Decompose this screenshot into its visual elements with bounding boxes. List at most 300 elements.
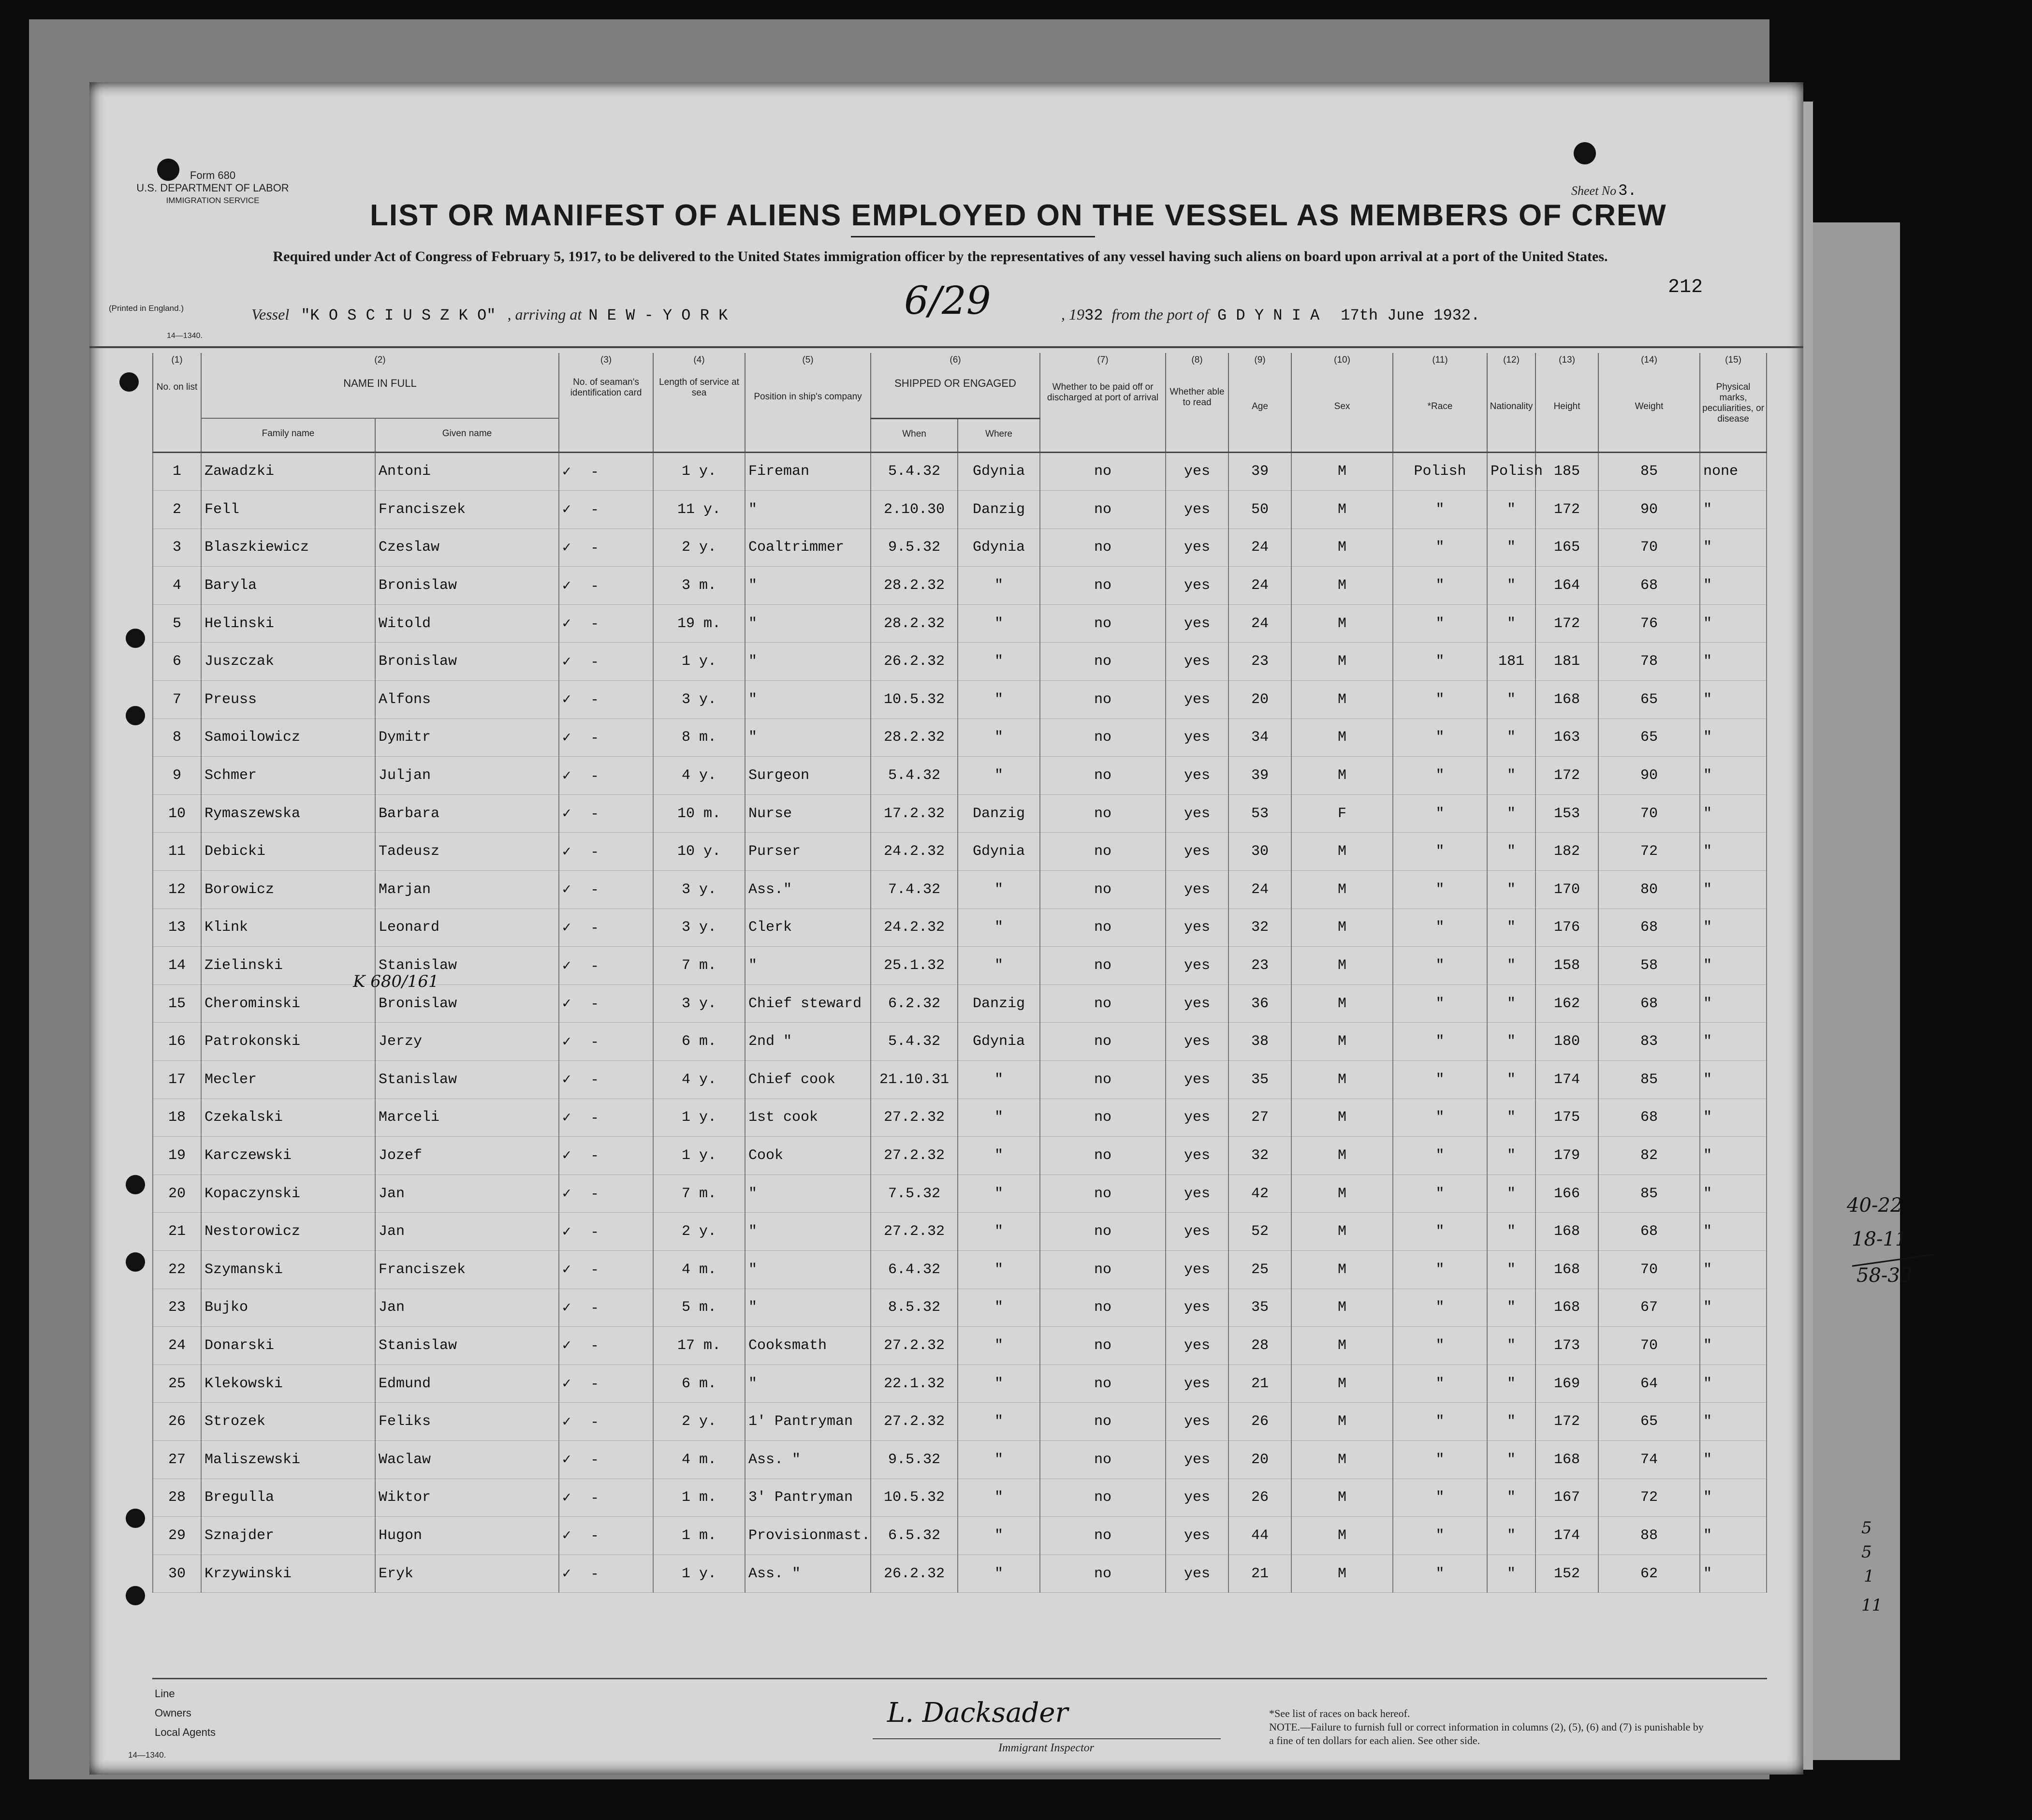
race-cell: "	[1393, 1137, 1487, 1175]
col-num-5: (5)	[745, 353, 871, 372]
service-length-cell: 10 m.	[653, 794, 745, 833]
check-mark-icon: ✓	[562, 1528, 571, 1545]
nationality-cell: "	[1487, 833, 1535, 871]
physical-marks-cell: "	[1700, 1440, 1767, 1479]
weight-cell: 82	[1598, 1137, 1700, 1175]
id-card-cell	[559, 719, 653, 757]
service-length-cell: 1 y.	[653, 1555, 745, 1593]
id-card-value: -	[590, 1072, 599, 1089]
position-cell: "	[745, 604, 871, 643]
vessel-label: Vessel	[251, 306, 290, 323]
list-number-cell: 14	[153, 947, 201, 985]
col-num-7: (7)	[1040, 353, 1166, 372]
id-card-value: -	[590, 730, 599, 747]
check-mark-icon: ✓	[562, 768, 571, 785]
manifest-row	[153, 1137, 1767, 1175]
form-id-block	[133, 169, 292, 207]
id-card-cell	[559, 1365, 653, 1403]
shipped-when-cell: 10.5.32	[871, 1479, 958, 1517]
height-cell: 174	[1535, 1061, 1598, 1099]
manifest-row	[153, 757, 1767, 795]
column-header-row	[153, 372, 1767, 418]
nationality-cell: "	[1487, 491, 1535, 529]
age-cell: 21	[1228, 1365, 1291, 1403]
id-card-cell	[559, 1517, 653, 1555]
nationality-cell: "	[1487, 719, 1535, 757]
list-number-cell: 13	[153, 909, 201, 947]
age-cell: 26	[1228, 1479, 1291, 1517]
header-age: Age	[1228, 372, 1291, 452]
physical-marks-cell: "	[1700, 1061, 1767, 1099]
list-number-cell: 25	[153, 1365, 201, 1403]
manifest-row	[153, 1250, 1767, 1289]
margin-note: 11	[1861, 1596, 1883, 1615]
paid-off-cell: no	[1040, 1440, 1166, 1479]
physical-marks-cell: "	[1700, 491, 1767, 529]
position-cell: "	[745, 491, 871, 529]
id-card-cell	[559, 1137, 653, 1175]
header-race: *Race	[1393, 372, 1487, 452]
family-name-cell: Krzywinski	[201, 1555, 375, 1593]
physical-marks-cell: "	[1700, 794, 1767, 833]
sex-cell: M	[1291, 1174, 1393, 1213]
sex-cell: M	[1291, 984, 1393, 1023]
punch-hole	[126, 1586, 145, 1605]
position-cell: 1st cook	[745, 1099, 871, 1137]
paid-off-cell: no	[1040, 1403, 1166, 1441]
able-to-read-cell: yes	[1166, 1289, 1228, 1327]
check-mark-icon: ✓	[562, 1490, 571, 1507]
paid-off-cell: no	[1040, 1289, 1166, 1327]
age-cell: 28	[1228, 1327, 1291, 1365]
sex-cell: M	[1291, 757, 1393, 795]
shipped-where-cell: "	[958, 604, 1040, 643]
service-length-cell: 4 m.	[653, 1440, 745, 1479]
id-card-cell	[559, 528, 653, 567]
physical-marks-cell: "	[1700, 833, 1767, 871]
race-cell: "	[1393, 643, 1487, 681]
footer-form-code: 14—1340.	[128, 1750, 166, 1760]
manifest-row	[153, 1327, 1767, 1365]
sex-cell: M	[1291, 604, 1393, 643]
age-cell: 20	[1228, 681, 1291, 719]
race-cell: "	[1393, 1061, 1487, 1099]
col-num-13: (13)	[1535, 353, 1598, 372]
race-cell: "	[1393, 604, 1487, 643]
weight-cell: 68	[1598, 1213, 1700, 1251]
height-cell: 158	[1535, 947, 1598, 985]
id-card-cell	[559, 1479, 653, 1517]
height-cell: 179	[1535, 1137, 1598, 1175]
sex-cell: M	[1291, 567, 1393, 605]
height-cell: 168	[1535, 1440, 1598, 1479]
header-rule	[89, 346, 1803, 348]
list-number-cell: 20	[153, 1174, 201, 1213]
vessel-line	[251, 306, 728, 324]
paid-off-cell: no	[1040, 567, 1166, 605]
list-number-cell: 19	[153, 1137, 201, 1175]
physical-marks-cell: "	[1700, 1289, 1767, 1327]
id-card-value: -	[590, 920, 599, 937]
able-to-read-cell: yes	[1166, 681, 1228, 719]
height-cell: 168	[1535, 1213, 1598, 1251]
shipped-where-cell: "	[958, 1365, 1040, 1403]
given-name-cell: Jan	[375, 1174, 559, 1213]
list-number-cell: 27	[153, 1440, 201, 1479]
paid-off-cell: no	[1040, 757, 1166, 795]
age-cell: 39	[1228, 452, 1291, 491]
check-mark-icon: ✓	[562, 958, 571, 975]
given-name-cell: Jerzy	[375, 1023, 559, 1061]
height-cell: 162	[1535, 984, 1598, 1023]
family-name-cell: Nestorowicz	[201, 1213, 375, 1251]
shipped-where-cell: "	[958, 1555, 1040, 1593]
weight-cell: 76	[1598, 604, 1700, 643]
header-sex: Sex	[1291, 372, 1393, 452]
nationality-cell: "	[1487, 1174, 1535, 1213]
shipped-where-cell: "	[958, 1517, 1040, 1555]
weight-cell: 70	[1598, 528, 1700, 567]
position-cell: "	[745, 681, 871, 719]
service-length-cell: 3 y.	[653, 681, 745, 719]
able-to-read-cell: yes	[1166, 1327, 1228, 1365]
col-num-11: (11)	[1393, 353, 1487, 372]
nationality-cell: "	[1487, 1440, 1535, 1479]
nationality-cell: "	[1487, 528, 1535, 567]
weight-cell: 70	[1598, 1250, 1700, 1289]
paid-off-cell: no	[1040, 871, 1166, 909]
height-cell: 173	[1535, 1327, 1598, 1365]
race-cell: Polish	[1393, 452, 1487, 491]
manifest-row	[153, 1365, 1767, 1403]
service-length-cell: 6 m.	[653, 1365, 745, 1403]
header-position: Position in ship's company	[745, 372, 871, 452]
id-card-value: -	[590, 1148, 599, 1165]
sex-cell: M	[1291, 1289, 1393, 1327]
service-length-cell: 10 y.	[653, 833, 745, 871]
weight-cell: 68	[1598, 567, 1700, 605]
check-mark-icon: ✓	[562, 540, 571, 557]
id-card-value: -	[590, 882, 599, 899]
age-cell: 24	[1228, 871, 1291, 909]
able-to-read-cell: yes	[1166, 1174, 1228, 1213]
margin-note: 40-22	[1847, 1194, 1903, 1217]
position-cell: Fireman	[745, 452, 871, 491]
height-cell: 168	[1535, 681, 1598, 719]
race-cell: "	[1393, 491, 1487, 529]
id-card-cell	[559, 1440, 653, 1479]
list-number-cell: 11	[153, 833, 201, 871]
list-number-cell: 6	[153, 643, 201, 681]
year-prefix: , 19	[1061, 306, 1084, 323]
arrival-port: N E W - Y O R K	[588, 307, 728, 324]
weight-cell: 68	[1598, 1099, 1700, 1137]
col-num-2: (2)	[201, 353, 559, 372]
check-mark-icon: ✓	[562, 692, 571, 709]
paid-off-cell: no	[1040, 1365, 1166, 1403]
weight-cell: 62	[1598, 1555, 1700, 1593]
column-number-row	[153, 353, 1767, 372]
physical-marks-cell: "	[1700, 1327, 1767, 1365]
id-card-value: -	[590, 1262, 599, 1279]
age-cell: 24	[1228, 528, 1291, 567]
sex-cell: M	[1291, 1137, 1393, 1175]
position-cell: 3' Pantryman	[745, 1479, 871, 1517]
shipped-when-cell: 6.2.32	[871, 984, 958, 1023]
nationality-cell: "	[1487, 947, 1535, 985]
race-cell: "	[1393, 909, 1487, 947]
margin-note: 58-33	[1857, 1264, 1913, 1287]
nationality-cell: "	[1487, 1289, 1535, 1327]
arriving-label: , arriving at	[507, 306, 582, 323]
id-card-value: -	[590, 768, 599, 785]
race-cell: "	[1393, 681, 1487, 719]
id-card-value: -	[590, 464, 599, 481]
given-name-cell: Stanislaw	[375, 947, 559, 985]
race-cell: "	[1393, 871, 1487, 909]
manifest-row	[153, 871, 1767, 909]
page-number: 212	[1668, 277, 1703, 298]
able-to-read-cell: yes	[1166, 452, 1228, 491]
given-name-cell: Bronislaw	[375, 984, 559, 1023]
paid-off-cell: no	[1040, 1213, 1166, 1251]
position-cell: Chief steward	[745, 984, 871, 1023]
id-card-cell	[559, 757, 653, 795]
margin-note: 5	[1861, 1542, 1872, 1562]
position-cell: "	[745, 1174, 871, 1213]
height-cell: 180	[1535, 1023, 1598, 1061]
shipped-when-cell: 2.10.30	[871, 491, 958, 529]
family-name-cell: Rymaszewska	[201, 794, 375, 833]
shipped-when-cell: 25.1.32	[871, 947, 958, 985]
list-number-cell: 24	[153, 1327, 201, 1365]
paid-off-cell: no	[1040, 947, 1166, 985]
physical-marks-cell: "	[1700, 567, 1767, 605]
able-to-read-cell: yes	[1166, 1137, 1228, 1175]
nationality-cell: Polish	[1487, 452, 1535, 491]
header-id-card: No. of seaman's identification card	[559, 372, 653, 452]
list-number-cell: 4	[153, 567, 201, 605]
height-cell: 164	[1535, 567, 1598, 605]
position-cell: "	[745, 719, 871, 757]
height-cell: 172	[1535, 491, 1598, 529]
manifest-row	[153, 604, 1767, 643]
list-number-cell: 23	[153, 1289, 201, 1327]
family-name-cell: Czekalski	[201, 1099, 375, 1137]
race-cell: "	[1393, 1517, 1487, 1555]
sex-cell: M	[1291, 1440, 1393, 1479]
physical-marks-cell: "	[1700, 1517, 1767, 1555]
col-num-1: (1)	[153, 353, 201, 372]
paid-off-cell: no	[1040, 1517, 1166, 1555]
id-card-value: -	[590, 958, 599, 975]
weight-cell: 67	[1598, 1289, 1700, 1327]
weight-cell: 80	[1598, 871, 1700, 909]
id-card-cell	[559, 567, 653, 605]
sex-cell: M	[1291, 871, 1393, 909]
given-name-cell: Tadeusz	[375, 833, 559, 871]
signature-rule	[873, 1738, 1221, 1739]
id-card-value: -	[590, 654, 599, 671]
check-mark-icon: ✓	[562, 1224, 571, 1241]
shipped-where-cell: "	[958, 719, 1040, 757]
nationality-cell: "	[1487, 757, 1535, 795]
weight-cell: 85	[1598, 452, 1700, 491]
from-label: from the port of	[1111, 306, 1209, 323]
shipped-when-cell: 27.2.32	[871, 1099, 958, 1137]
family-name-cell: Patrokonski	[201, 1023, 375, 1061]
age-cell: 21	[1228, 1555, 1291, 1593]
header-where: Where	[958, 418, 1040, 452]
age-cell: 38	[1228, 1023, 1291, 1061]
able-to-read-cell: yes	[1166, 1440, 1228, 1479]
sex-cell: M	[1291, 909, 1393, 947]
check-mark-icon: ✓	[562, 578, 571, 595]
shipped-where-cell: "	[958, 1403, 1040, 1441]
col-num-10: (10)	[1291, 353, 1393, 372]
check-mark-icon: ✓	[562, 1262, 571, 1279]
list-number-cell: 3	[153, 528, 201, 567]
position-cell: "	[745, 1365, 871, 1403]
shipped-where-cell: "	[958, 1099, 1040, 1137]
id-card-value: -	[590, 1566, 599, 1583]
manifest-row	[153, 1289, 1767, 1327]
family-name-cell: Maliszewski	[201, 1440, 375, 1479]
inspector-label: Immigrant Inspector	[998, 1742, 1094, 1754]
weight-cell: 68	[1598, 984, 1700, 1023]
nationality-cell: "	[1487, 1213, 1535, 1251]
header-nationality: Nationality	[1487, 372, 1535, 452]
id-card-cell	[559, 491, 653, 529]
manifest-body	[153, 452, 1767, 1593]
check-mark-icon: ✓	[562, 1110, 571, 1127]
weight-cell: 83	[1598, 1023, 1700, 1061]
departure-port: G D Y N I A	[1217, 307, 1320, 324]
weight-cell: 65	[1598, 1403, 1700, 1441]
shipped-when-cell: 9.5.32	[871, 1440, 958, 1479]
sex-cell: M	[1291, 1365, 1393, 1403]
physical-marks-cell: "	[1700, 643, 1767, 681]
service-length-cell: 1 y.	[653, 1137, 745, 1175]
physical-marks-cell: "	[1700, 528, 1767, 567]
height-cell: 176	[1535, 909, 1598, 947]
service-length-cell: 4 m.	[653, 1250, 745, 1289]
sheet-label: Sheet No	[1571, 184, 1617, 198]
family-name-cell: Cherominski	[201, 984, 375, 1023]
able-to-read-cell: yes	[1166, 1250, 1228, 1289]
id-card-value: -	[590, 578, 599, 595]
year-suffix: 32	[1084, 307, 1103, 324]
able-to-read-cell: yes	[1166, 528, 1228, 567]
physical-marks-cell: "	[1700, 719, 1767, 757]
paid-off-cell: no	[1040, 794, 1166, 833]
weight-cell: 78	[1598, 643, 1700, 681]
age-cell: 42	[1228, 1174, 1291, 1213]
manifest-row	[153, 833, 1767, 871]
shipped-where-cell: "	[958, 1174, 1040, 1213]
paid-off-cell: no	[1040, 1555, 1166, 1593]
race-cell: "	[1393, 1289, 1487, 1327]
position-cell: Ass. "	[745, 1440, 871, 1479]
shipped-when-cell: 26.2.32	[871, 1555, 958, 1593]
nationality-cell: "	[1487, 681, 1535, 719]
paid-off-cell: no	[1040, 528, 1166, 567]
check-mark-icon: ✓	[562, 464, 571, 481]
list-number-cell: 26	[153, 1403, 201, 1441]
header-weight: Weight	[1598, 372, 1700, 452]
family-name-cell: Baryla	[201, 567, 375, 605]
manifest-row	[153, 909, 1767, 947]
shipped-where-cell: Gdynia	[958, 528, 1040, 567]
sex-cell: M	[1291, 1099, 1393, 1137]
shipped-when-cell: 24.2.32	[871, 909, 958, 947]
shipped-when-cell: 28.2.32	[871, 719, 958, 757]
header-height: Height	[1535, 372, 1598, 452]
position-cell: "	[745, 1250, 871, 1289]
race-cell: "	[1393, 1440, 1487, 1479]
punch-hole	[126, 1175, 145, 1194]
physical-marks-cell: "	[1700, 1479, 1767, 1517]
race-cell: "	[1393, 947, 1487, 985]
nationality-cell: "	[1487, 1023, 1535, 1061]
paid-off-cell: no	[1040, 833, 1166, 871]
family-name-cell: Bujko	[201, 1289, 375, 1327]
shipped-where-cell: "	[958, 1061, 1040, 1099]
service-length-cell: 1 y.	[653, 452, 745, 491]
shipped-when-cell: 6.4.32	[871, 1250, 958, 1289]
manifest-row	[153, 452, 1767, 491]
paid-off-cell: no	[1040, 984, 1166, 1023]
height-cell: 172	[1535, 1403, 1598, 1441]
list-number-cell: 9	[153, 757, 201, 795]
age-cell: 20	[1228, 1440, 1291, 1479]
age-cell: 52	[1228, 1213, 1291, 1251]
header-name-in-full: NAME IN FULL	[201, 372, 559, 418]
given-name-cell: Franciszek	[375, 491, 559, 529]
shipped-when-cell: 5.4.32	[871, 757, 958, 795]
sex-cell: M	[1291, 1555, 1393, 1593]
family-name-cell: Klekowski	[201, 1365, 375, 1403]
shipped-where-cell: Danzig	[958, 984, 1040, 1023]
age-cell: 23	[1228, 947, 1291, 985]
punch-hole	[126, 1509, 145, 1528]
shipped-where-cell: "	[958, 643, 1040, 681]
given-name-cell: Stanislaw	[375, 1061, 559, 1099]
given-name-cell: Wiktor	[375, 1479, 559, 1517]
shipped-when-cell: 27.2.32	[871, 1327, 958, 1365]
weight-cell: 64	[1598, 1365, 1700, 1403]
check-mark-icon: ✓	[562, 1034, 571, 1051]
check-mark-icon: ✓	[562, 1566, 571, 1583]
family-name-cell: Fell	[201, 491, 375, 529]
height-cell: 169	[1535, 1365, 1598, 1403]
id-card-cell	[559, 1289, 653, 1327]
weight-cell: 65	[1598, 681, 1700, 719]
list-number-cell: 1	[153, 452, 201, 491]
shipped-where-cell: "	[958, 1250, 1040, 1289]
age-cell: 26	[1228, 1403, 1291, 1441]
given-name-cell: Feliks	[375, 1403, 559, 1441]
header-shipped: SHIPPED OR ENGAGED	[871, 372, 1040, 418]
height-cell: 168	[1535, 1250, 1598, 1289]
manifest-row	[153, 1555, 1767, 1593]
weight-cell: 72	[1598, 833, 1700, 871]
shipped-when-cell: 22.1.32	[871, 1365, 958, 1403]
footer-rule	[152, 1678, 1767, 1679]
col-num-8: (8)	[1166, 353, 1228, 372]
height-cell: 163	[1535, 719, 1598, 757]
form-number: Form 680	[190, 169, 236, 181]
